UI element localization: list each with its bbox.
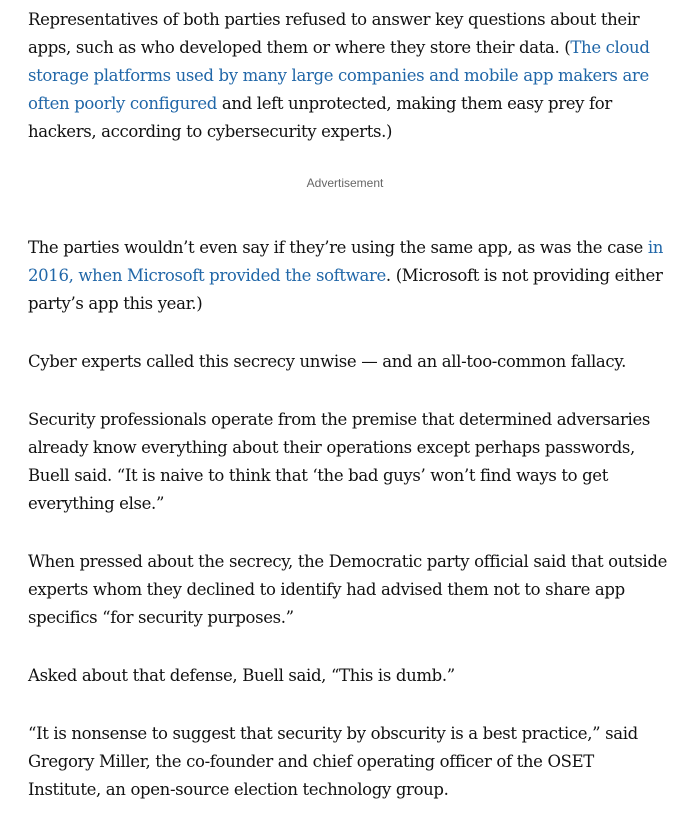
article-body <box>28 6 668 834</box>
paragraph-security-premise: Security professionals operate from the premise that determined adversaries already know everything about their operations except perhaps passwords, Buell said. “It is naive to think that ‘the bad guys’ won’t find ways to get everything else.” <box>28 410 651 513</box>
paragraph-buell-quote: Asked about that defense, Buell said, “This is dumb.” <box>28 666 455 685</box>
paragraph-same-app <box>28 234 668 318</box>
paragraph-miller-quote: “It is nonsense to suggest that security by obscurity is a best practice,” said Gregory Miller, the co-founder and chief operating officer of the OSET Institute, an open-source election technology group. <box>28 724 638 799</box>
paragraph-text: The parties wouldn’t even say if they’re using the same app, as was the case <box>28 238 648 257</box>
paragraph-text: . (Microsoft is not providing either party’s app this year.) <box>28 266 663 313</box>
paragraph-text: and left unprotected, making them easy prey for hackers, according to cybersecurity experts.) <box>28 94 612 141</box>
paragraph-data-storage <box>28 6 668 146</box>
paragraph-democratic-official: When pressed about the secrecy, the Democratic party official said that outside experts whom they declined to identify had advised them not to share app specifics “for security purposes.” <box>28 552 667 627</box>
advertisement-label: Advertisement <box>306 176 384 190</box>
microsoft-2016-link[interactable]: in 2016, when Microsoft provided the software <box>28 238 664 285</box>
cloud-storage-link[interactable]: The cloud storage platforms used by many large companies and mobile app makers are often poorly configured <box>28 38 650 113</box>
paragraph-text: Representatives of both parties refused to answer key questions about their apps, such as who developed them or where they store their data. ( <box>28 10 640 57</box>
paragraph-secrecy-fallacy: Cyber experts called this secrecy unwise — and an all-too-common fallacy. <box>28 352 626 371</box>
